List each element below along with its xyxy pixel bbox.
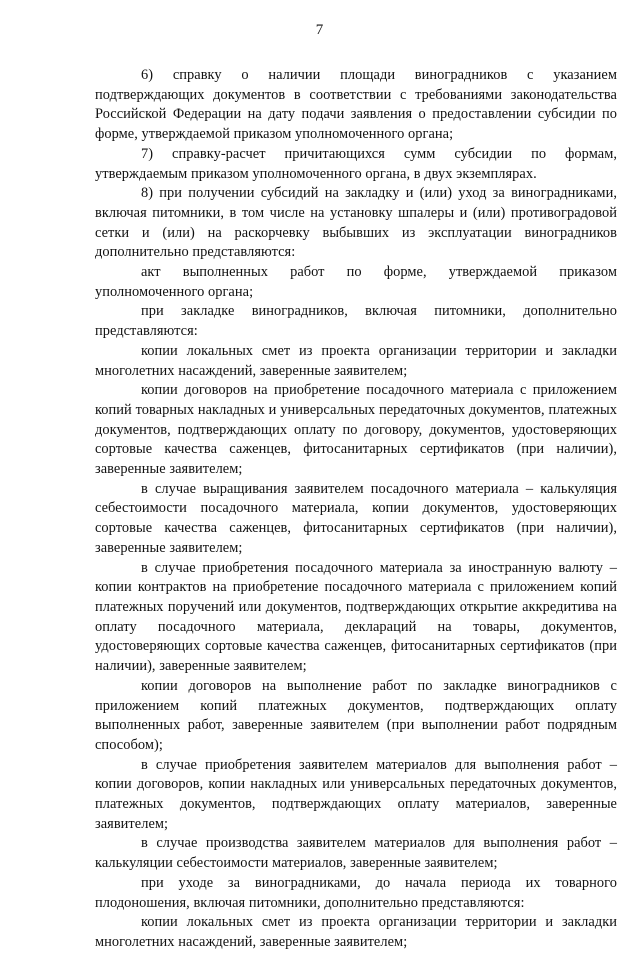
paragraph-item-8: 8) при получении субсидий на закладку и (или) уход за виноградниками, включая питомники, в том числе на установку шпалеры и (или) противоградовой сетки и (или) на раскорчевку выбывших из эксплуатации виноградников дополнительно представляются: [95, 185, 617, 261]
document-body [95, 66, 617, 953]
paragraph-care-intro: при уходе за виноградниками, до начала периода их товарного плодоношения, включая питомники, дополнительно представляются: [95, 874, 617, 911]
paragraph-materials-production: в случае производства заявителем материалов для выполнения работ – калькуляции себестоимости материалов, заверенные заявителем; [95, 835, 617, 872]
paragraph-local-estimates: копии локальных смет из проекта организации территории и закладки многолетних насаждений, заверенные заявителем; [95, 342, 617, 379]
paragraph-foreign-currency: в случае приобретения посадочного материала за иностранную валюту – копии контрактов на приобретение посадочного материала с приложением копий платежных поручений или документов, подтверждающих открытие аккредитива на оплату посадочного материала, деклараций на товары, документов, удостоверяющих сортовые качества саженцев, фитосанитарных сертификатов (при наличии), заверенные заявителем; [95, 559, 617, 675]
paragraph-item-6: 6) справку о наличии площади виноградников с указанием подтверждающих документов в соответствии с требованиями законодательства Российской Федерации на дату подачи заявления о предоставлении субсидии по форме, утверждаемой приказом уполномоченного органа; [95, 67, 617, 143]
paragraph-care-estimates: копии локальных смет из проекта организации территории и закладки многолетних насаждений, заверенные заявителем; [95, 914, 617, 950]
paragraph-work-contracts: копии договоров на выполнение работ по закладке виноградников с приложением копий платежных документов, подтверждающих оплату выполненных работ, заверенные заявителем (при выполнении работ подрядным способом); [95, 677, 617, 753]
paragraph-own-growing: в случае выращивания заявителем посадочного материала – калькуляция себестоимости посадочного материала, копии документов, удостоверяющих сортовые качества саженцев, фитосанитарных сертификатов (при наличии), заверенные заявителем; [95, 480, 617, 556]
paragraph-purchase-contracts: копии договоров на приобретение посадочного материала с приложением копий товарных накладных и универсальных передаточных документов, платежных документов, подтверждающих оплату по договору, документов, удостоверяющих сортовые качества саженцев, фитосанитарных сертификатов (при наличии), заверенные заявителем; [95, 382, 617, 478]
page-number: 7 [315, 22, 324, 38]
paragraph-item-7: 7) справку-расчет причитающихся сумм субсидии по формам, утверждаемым приказом уполномоченного органа, в двух экземплярах. [95, 145, 617, 182]
paragraph-planting-intro: при закладке виноградников, включая питомники, дополнительно представляются: [95, 303, 617, 340]
paragraph-materials-purchase: в случае приобретения заявителем материалов для выполнения работ – копии договоров, копии накладных или универсальных передаточных документов, платежных документов, подтверждающих оплату материалов, заверенные заявителем; [95, 756, 617, 832]
paragraph-act: акт выполненных работ по форме, утверждаемой приказом уполномоченного органа; [95, 264, 617, 300]
